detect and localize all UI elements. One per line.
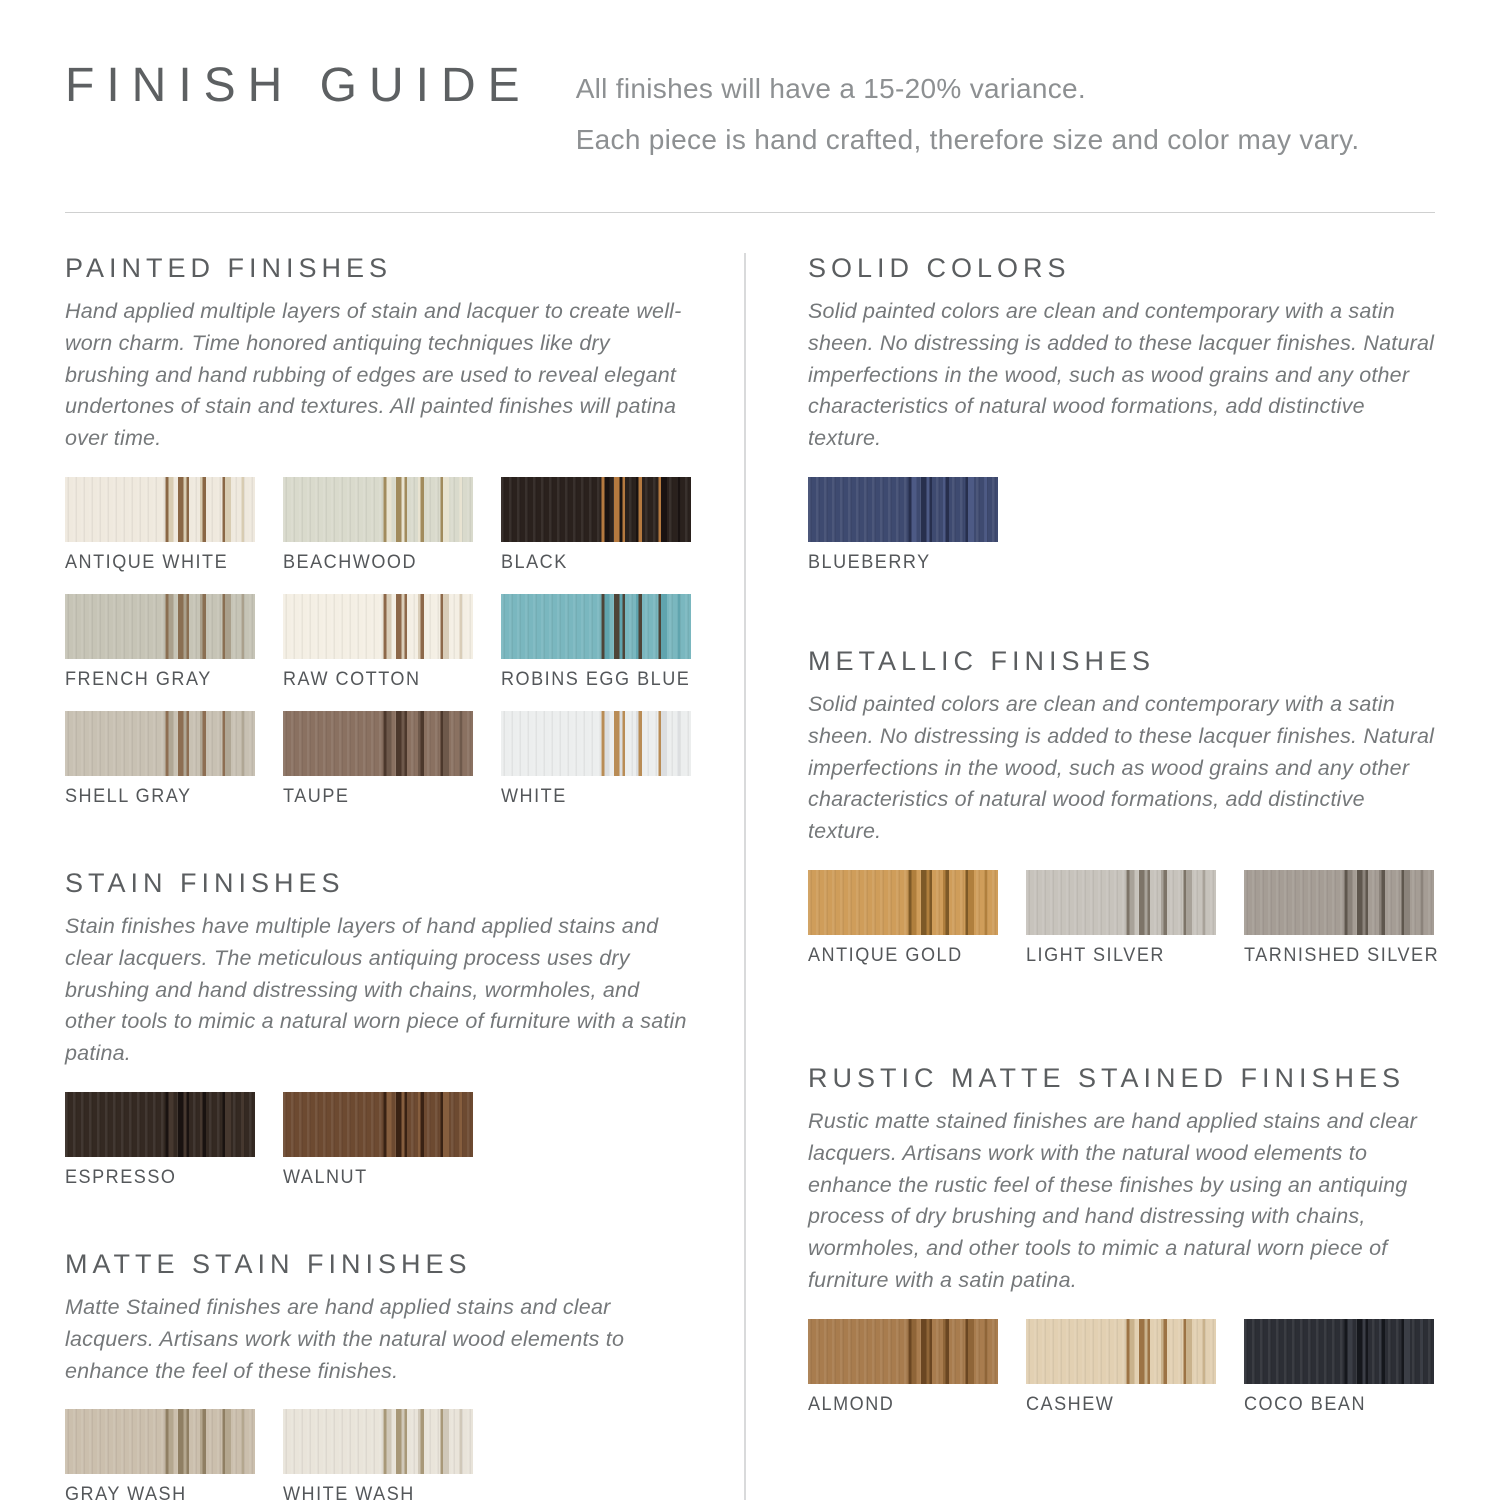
swatch-grid — [65, 477, 692, 808]
finish-swatch-image — [283, 1409, 473, 1474]
finish-swatch-label: ANTIQUE GOLD — [808, 945, 963, 967]
swatch-white — [501, 711, 691, 808]
section-description: Solid painted colors are clean and contemporary with a satin sheen. No distressing is added to these lacquer finishes. Natural imperfections in the wood, such as wood grains and any other characteristics of natural wood formations, add distinctive texture. — [808, 298, 1435, 451]
finish-swatch-image — [65, 477, 255, 542]
finish-swatch-label: BLACK — [501, 551, 568, 573]
finish-swatch-label: TAUPE — [283, 785, 350, 807]
section-heading: RUSTIC MATTE STAINED FINISHES — [808, 1063, 1406, 1094]
finish-swatch-image — [1244, 1319, 1434, 1384]
section-heading: STAIN FINISHES — [65, 867, 345, 898]
swatch-almond — [808, 1319, 998, 1416]
swatch-antique-white — [65, 477, 255, 574]
finish-swatch-label: ROBINS EGG BLUE — [501, 668, 691, 690]
swatch-walnut — [283, 1092, 473, 1189]
section-heading: METALLIC FINISHES — [808, 645, 1156, 676]
finish-swatch-image — [808, 870, 998, 935]
section-description: Matte Stained finishes are hand applied stains and clear lacquers. Artisans work with the natural wood elements to enhance the feel of these finishes. — [65, 1295, 625, 1383]
finish-swatch-label: CASHEW — [1026, 1393, 1115, 1415]
swatch-white-wash — [283, 1409, 473, 1500]
finish-swatch-image — [808, 1319, 998, 1384]
section-heading: PAINTED FINISHES — [65, 252, 393, 283]
swatch-black — [501, 477, 691, 574]
right-column — [808, 252, 1440, 1500]
finish-swatch-label: FRENCH GRAY — [65, 668, 212, 690]
finish-swatch-label: WHITE — [501, 785, 567, 807]
section-heading: SOLID COLORS — [808, 252, 1071, 283]
subtitle-line-1: All finishes will have a 15-20% variance. — [575, 73, 1087, 104]
finish-swatch-label: LIGHT SILVER — [1026, 945, 1165, 967]
section-description: Stain finishes have multiple layers of hand applied stains and clear lacquers. The meticulous antiquing process uses dry brushing and hand distressing with chains, wormholes, and other tools to mimic a natural worn piece of furniture with a satin patina. — [65, 913, 687, 1066]
swatch-shell-gray — [65, 711, 255, 808]
finish-swatch-label: ALMOND — [808, 1393, 895, 1415]
swatch-french-gray — [65, 594, 255, 691]
finish-swatch-label: WALNUT — [283, 1167, 368, 1189]
finish-swatch-label: ANTIQUE WHITE — [65, 551, 229, 573]
swatch-light-silver — [1026, 870, 1216, 967]
finish-swatch-image — [501, 477, 691, 542]
finish-swatch-label: GRAY WASH — [65, 1484, 187, 1500]
finish-swatch-image — [65, 1092, 255, 1157]
finish-swatch-label: WHITE WASH — [283, 1484, 415, 1500]
finish-swatch-image — [1244, 870, 1434, 935]
finish-swatch-image — [283, 477, 473, 542]
swatch-raw-cotton — [283, 594, 473, 691]
finish-swatch-label: COCO BEAN — [1244, 1393, 1367, 1415]
finish-swatch-image — [1026, 1319, 1216, 1384]
swatch-taupe — [283, 711, 473, 808]
swatch-beachwood — [283, 477, 473, 574]
section-painted-finishes — [65, 253, 692, 808]
finish-swatch-label: SHELL GRAY — [65, 785, 192, 807]
content-columns — [65, 252, 1440, 1500]
section-solid-colors — [808, 253, 1435, 574]
section-matte-stain-finishes — [65, 1249, 692, 1500]
finish-swatch-image — [501, 594, 691, 659]
page-subtitle — [576, 58, 1360, 166]
section-description: Rustic matte stained finishes are hand applied stains and clear lacquers. Artisans work with the natural wood elements to enhance the rustic feel of these finishes by using an antiquing process of dry brushing and hand distressing with chains, wormholes, and other tools to mimic a natural worn piece of furniture with a satin patina. — [808, 1109, 1417, 1293]
swatch-robins-egg-blue — [501, 594, 691, 691]
section-rustic-matte-stained-finishes — [808, 1063, 1435, 1416]
swatch-cashew — [1026, 1319, 1216, 1416]
section-stain-finishes — [65, 868, 692, 1189]
swatch-coco-bean — [1244, 1319, 1434, 1416]
finish-swatch-image — [808, 477, 998, 542]
swatch-grid — [808, 870, 1440, 967]
finish-swatch-image — [283, 711, 473, 776]
swatch-grid — [808, 1319, 1435, 1416]
swatch-blueberry — [808, 477, 998, 574]
swatch-antique-gold — [808, 870, 998, 967]
finish-swatch-image — [283, 594, 473, 659]
swatch-espresso — [65, 1092, 255, 1189]
subtitle-line-2: Each piece is hand crafted, therefore size and color may vary. — [575, 123, 1360, 155]
finish-swatch-label: BEACHWOOD — [283, 551, 418, 573]
swatch-tarnished-silver — [1244, 870, 1440, 967]
section-description: Hand applied multiple layers of stain and lacquer to create well-worn charm. Time honored antiquing techniques like dry brushing and hand rubbing of edges are used to reveal elegant undertones of stain and textures. All painted finishes will patina over time. — [65, 298, 682, 451]
column-divider — [744, 253, 746, 1500]
finish-swatch-image — [1026, 870, 1216, 935]
finish-swatch-image — [65, 711, 255, 776]
section-metallic-finishes — [808, 645, 1440, 967]
finish-swatch-image — [283, 1092, 473, 1157]
section-description: Solid painted colors are clean and contemporary with a satin sheen. No distressing is added to these lacquer finishes. Natural imperfections in the wood, such as wood grains and any other characteristics of natural wood formations, add distinctive texture. — [808, 691, 1435, 844]
finish-swatch-label: BLUEBERRY — [808, 551, 931, 573]
finish-swatch-image — [65, 1409, 255, 1474]
finish-swatch-image — [65, 594, 255, 659]
finish-swatch-label: ESPRESSO — [65, 1167, 177, 1189]
swatch-grid — [65, 1092, 692, 1189]
swatch-gray-wash — [65, 1409, 255, 1500]
finish-swatch-label: TARNISHED SILVER — [1244, 945, 1440, 967]
page-title: FINISH GUIDE — [65, 59, 532, 112]
finish-swatch-image — [501, 711, 691, 776]
header-divider — [65, 212, 1435, 213]
left-column — [65, 253, 692, 1500]
section-heading: MATTE STAIN FINISHES — [65, 1249, 472, 1280]
header — [65, 58, 1435, 166]
finish-swatch-label: RAW COTTON — [283, 668, 421, 690]
swatch-grid — [808, 477, 1435, 574]
swatch-grid — [65, 1409, 692, 1500]
